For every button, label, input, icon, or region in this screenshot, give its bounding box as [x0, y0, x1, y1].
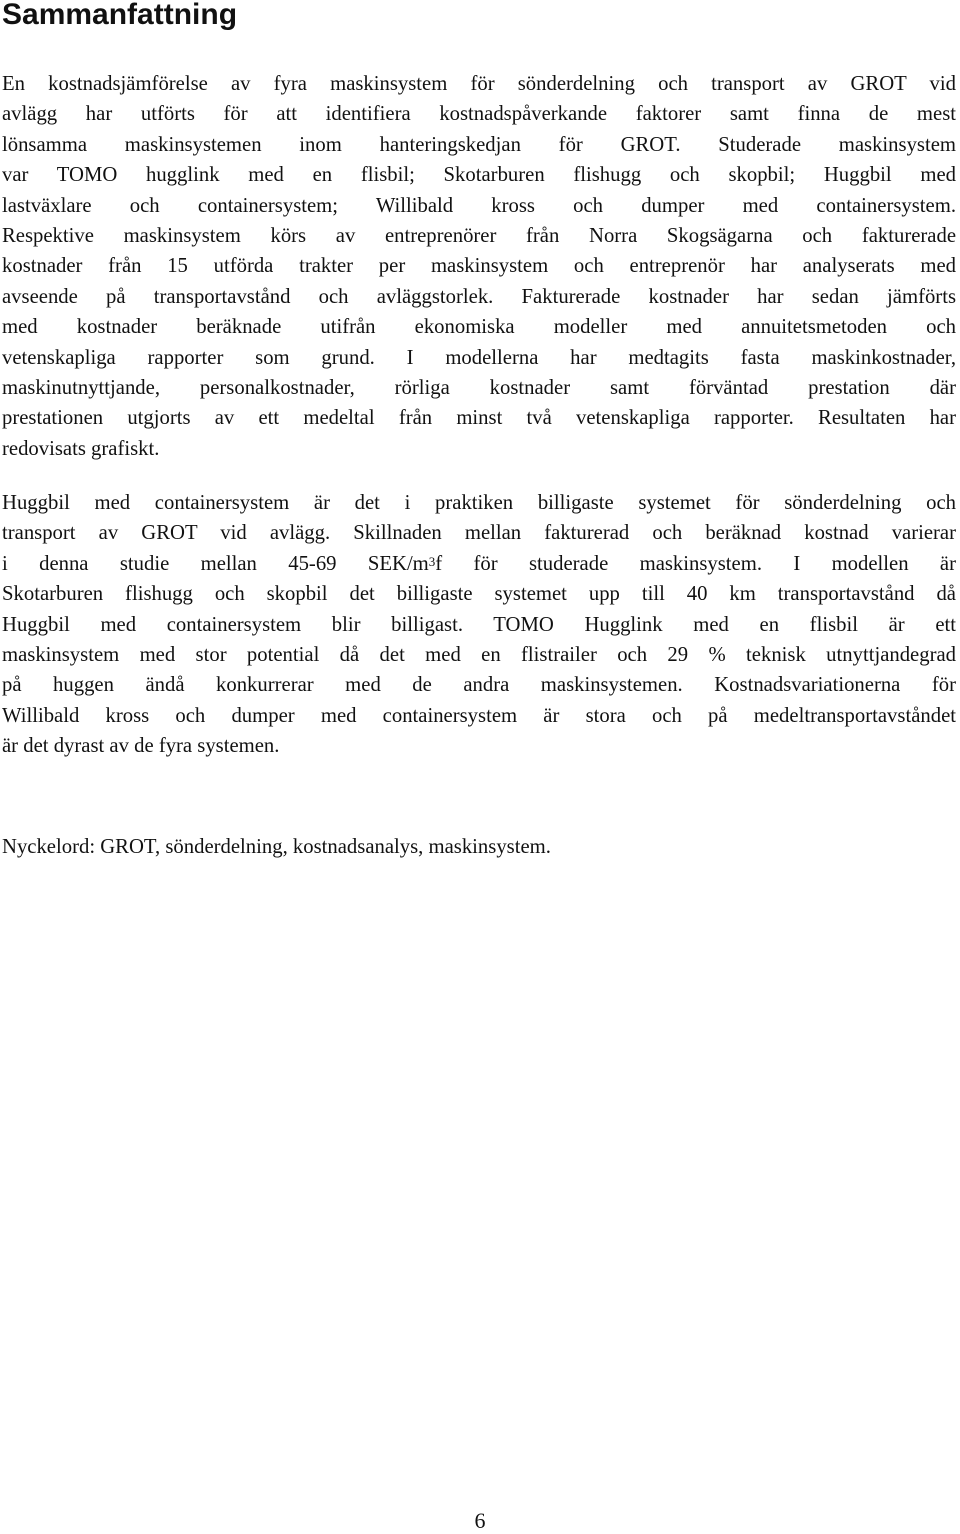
text-line: lastväxlare och containersystem; Willibald kross och dumper med containersystem. — [2, 194, 956, 217]
text-line-with-unit — [2, 549, 956, 579]
text-line: lönsamma maskinsystemen inom hanteringskedjan för GROT. Studerade maskinsystem — [2, 133, 956, 156]
text-line: var TOMO hugglink med en flisbil; Skotarburen flishugg och skopbil; Huggbil med — [2, 164, 956, 187]
text-line: maskinutnyttjande, personalkostnader, rörliga kostnader samt förväntad prestation där — [2, 377, 956, 400]
text-line: med kostnader beräknade utifrån ekonomiska modeller med annuitetsmetoden och — [2, 316, 956, 339]
text-line: Willibald kross och dumper med containersystem är stora och på medeltransportavståndet — [2, 704, 956, 727]
text-line: Skotarburen flishugg och skopbil det billigaste systemet upp till 40 km transportavstånd då — [2, 583, 956, 606]
text-line: Huggbil med containersystem blir billigast. TOMO Hugglink med en flisbil är ett — [2, 613, 956, 636]
text-line: vetenskapliga rapporter som grund. I modellerna har medtagits fasta maskinkostnader, — [2, 346, 956, 369]
text-line: avseende på transportavstånd och avläggstorlek. Fakturerade kostnader har sedan jämförts — [2, 285, 956, 308]
text-line: transport av GROT vid avlägg. Skillnaden mellan fakturerad och beräknad kostnad varierar — [2, 522, 956, 545]
superscript-exponent: 3 — [428, 553, 436, 569]
text-segment: i denna studie mellan 45-69 SEK/m — [2, 552, 429, 575]
text-segment: f för studerade maskinsystem. I modellen är — [435, 552, 956, 575]
section-heading: Sammanfattning — [2, 0, 238, 31]
text-line: redovisats grafiskt. — [2, 437, 160, 460]
summary-paragraph-1 — [2, 69, 956, 464]
summary-paragraph-2 — [2, 488, 956, 762]
text-line: på huggen ändå konkurrerar med de andra maskinsystemen. Kostnadsvariationerna för — [2, 674, 956, 697]
text-line: maskinsystem med stor potential då det med en flistrailer och 29 % teknisk utnyttjandegrad — [2, 644, 956, 667]
text-line: Huggbil med containersystem är det i praktiken billigaste systemet för sönderdelning och — [2, 492, 956, 514]
text-line: Respektive maskinsystem körs av entreprenörer från Norra Skogsägarna och fakturerade — [2, 225, 956, 248]
text-line: avlägg har utförts för att identifiera kostnadspåverkande faktorer samt finna de mest — [2, 103, 956, 126]
keywords-line: Nyckelord: GROT, sönderdelning, kostnadsanalys, maskinsystem. — [2, 836, 551, 858]
page-number: 6 — [474, 1508, 486, 1533]
text-line: kostnader från 15 utförda trakter per maskinsystem och entreprenör har analyserats med — [2, 255, 956, 278]
text-line: En kostnadsjämförelse av fyra maskinsystem för sönderdelning och transport av GROT vid — [2, 73, 956, 95]
text-line: är det dyrast av de fyra systemen. — [2, 735, 280, 758]
text-line: prestationen utgjorts av ett medeltal från minst två vetenskapliga rapporter. Resultaten har — [2, 407, 956, 430]
